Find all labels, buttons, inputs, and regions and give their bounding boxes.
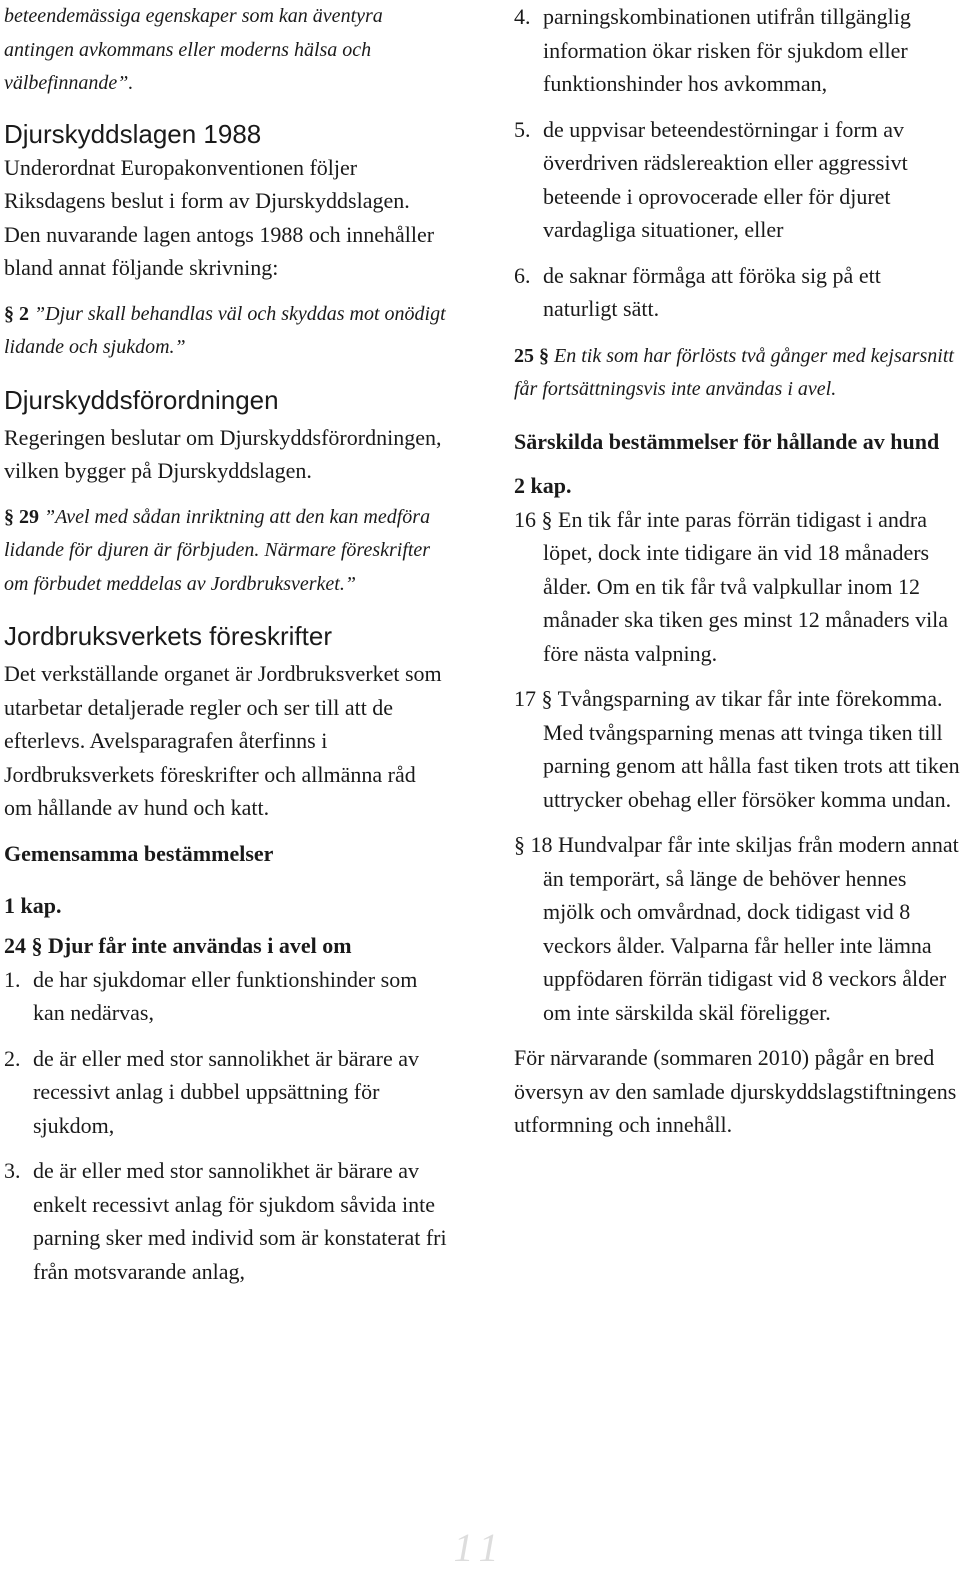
section-25 — [514, 340, 960, 407]
chapter-1: 1 kap. — [4, 892, 62, 918]
section-24-heading: 24 § Djur får inte användas i avel om — [4, 932, 352, 958]
paragraph-djurskyddslagen: Underordnat Europakonventionen följer Riksdagens beslut i form av Djurskyddslagen. Den nuvarande lagen antogs 1988 och innehåller bland annat följande skrivning: — [4, 154, 435, 280]
paragraph-jordbruksverket: Det verkställande organet är Jordbruksverket som utarbetar detaljerade regler och ser till att de efterlevs. Avelsparagrafen återfinns i Jordbruksverkets föreskrifter och allmänna råd om hållande av hund och katt. — [4, 661, 442, 820]
quote-paragraph-29 — [4, 501, 448, 602]
list-item: 3. de är eller med stor sannolikhet är bärare av enkelt recessivt anlag för sjukdom såvida inte parning sker med individ som är konstaterat fri från motsvarande anlag, — [4, 1158, 447, 1284]
list-item: 5. de uppvisar beteendestörningar i form av överdriven rädslereaktion eller aggressivt beteende i oprovocerade eller för djuret vardagliga situationer, eller — [514, 116, 908, 242]
left-column — [4, 0, 448, 1288]
page-number: 11 — [453, 1525, 507, 1570]
list-24-continued — [514, 0, 960, 326]
heading-djurskyddsforordningen: Djurskyddsförordningen — [4, 384, 279, 415]
chapter-2: 2 kap. — [514, 472, 572, 498]
list-item: 1. de har sjukdomar eller funktionshinder som kan nedärvas, — [4, 966, 418, 1025]
list-item: 2. de är eller med stor sannolikhet är bärare av recessivt anlag i dubbel uppsättning för sjukdom, — [4, 1045, 420, 1138]
section-25-text: En tik som har förlösts två gånger med kejsarsnitt får fortsättningsvis inte användas i avel. — [514, 344, 954, 400]
heading-jordbruksverkets-foreskrifter: Jordbruksverkets föreskrifter — [4, 621, 332, 651]
paragraph-djurskyddsforordningen: Regeringen beslutar om Djurskyddsförordningen, vilken bygger på Djurskyddslagen. — [4, 424, 442, 483]
section-17: 17 § Tvångsparning av tikar får inte förekomma. Med tvångsparning menas att tvinga tiken till parning genom att hålla fast tiken trots att tiken uttrycker obehag eller försöker komma undan. — [514, 686, 960, 812]
section-ref: § 29 — [4, 505, 39, 528]
closing-paragraph: För närvarande (sommaren 2010) pågår en bred översyn av den samlade djurskyddslagstiftningens utformning och innehåll. — [514, 1045, 957, 1137]
list-24 — [4, 963, 448, 1289]
section-16: 16 § En tik får inte paras förrän tidigast i andra löpet, dock inte tidigare än vid 18 månaders ålder. Om en tik får två valpkullar inom 12 månader ska tiken ges minst 12 månaders vila före nästa valpning. — [514, 506, 949, 666]
quote-text: ”Djur skall behandlas väl och skyddas mot onödigt lidande och sjukdom.” — [4, 302, 446, 358]
heading-gemensamma-bestammelser: Gemensamma bestämmelser — [4, 840, 274, 866]
right-column — [514, 0, 960, 1142]
section-ref: § 2 — [4, 302, 29, 325]
list-item: 4. parningskombinationen utifrån tillgänglig information ökar risken för sjukdom eller funktionshinder hos avkomman, — [514, 4, 911, 96]
quote-paragraph-2 — [4, 298, 448, 365]
section-ref: 25 § — [514, 344, 549, 367]
quote-text: ”Avel med sådan inriktning att den kan medföra lidande för djuren är förbjuden. Närmare föreskrifter om förbudet meddelas av Jordbruksverket.” — [4, 505, 431, 595]
list-item: 6. de saknar förmåga att föröka sig på ett naturligt sätt. — [514, 262, 881, 321]
heading-djurskyddslagen: Djurskyddslagen 1988 — [4, 118, 262, 149]
intro-italic: beteendemässiga egenskaper som kan äventyra antingen avkommans eller moderns hälsa och välbefinnande”. — [4, 5, 383, 94]
section-18: § 18 Hundvalpar får inte skiljas från modern annat än temporärt, så länge de behöver hennes mjölk och omvårdnad, dock tidigast vid 8 veckors ålder. Valparna får heller inte lämna uppfödaren förrän tidigast vid 8 veckors ålder om inte särskilda skäl föreligger. — [514, 832, 959, 1025]
heading-sarskilda-bestammelser: Särskilda bestämmelser för hållande av hund — [514, 428, 940, 454]
